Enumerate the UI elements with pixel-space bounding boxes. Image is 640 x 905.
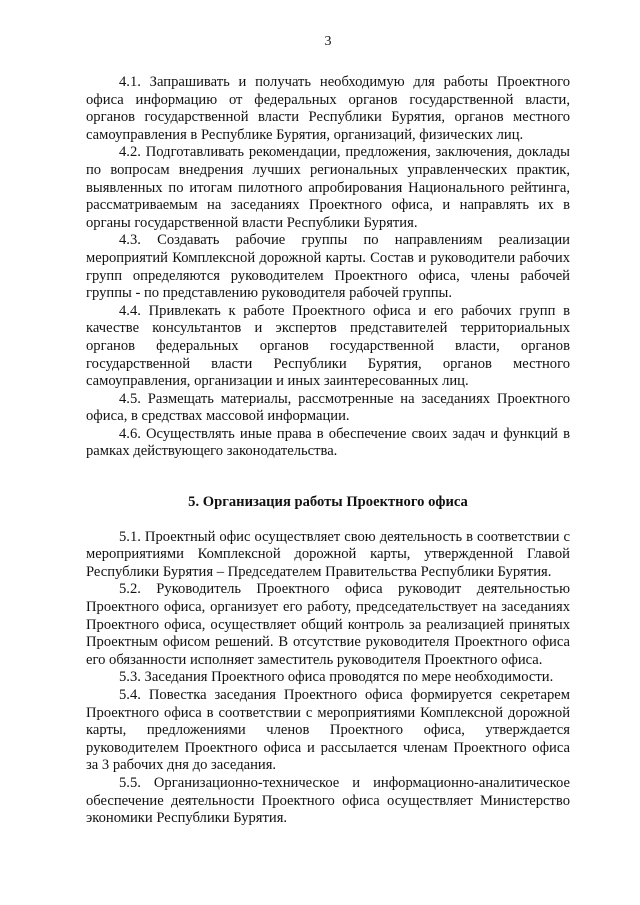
paragraph-5-5: 5.5. Организационно-техническое и информационно-аналитическое обеспечение деятельности Проектного офиса осуществляет Министерство экономики Республики Бурятия. [86,774,570,827]
paragraph-5-1: 5.1. Проектный офис осуществляет свою деятельность в соответствии с мероприятиями Комплексной дорожной карты, утвержденной Главой Республики Бурятия – Председателем Правительства Республики Бурятия. [86,528,570,580]
paragraph-5-2: 5.2. Руководитель Проектного офиса руководит деятельностью Проектного офиса, организует его работу, председательствует на заседаниях Проектного офиса, осуществляет общий контроль за реализацией принятых Проектным офисом решений. В отсутствие руководителя Проектного офиса его обязанности исполняет заместитель руководителя Проектного офиса. [86,581,570,668]
paragraph-5-4: 5.4. Повестка заседания Проектного офиса формируется секретарем Проектного офиса в соответствии с мероприятиями Комплексной дорожной карты, предложениями членов Проектного офиса, утверждается руководителем Проектного офиса и рассылается членам Проектного офиса за 3 рабочих дня до заседания. [86,687,570,774]
paragraph-5-3: 5.3. Заседания Проектного офиса проводятся по мере необходимости. [119,669,554,686]
section-4-body [86,74,570,461]
page-number: 3 [324,34,332,49]
paragraph-4-3: 4.3. Создавать рабочие группы по направлениям реализации мероприятий Комплексной дорожной карты. Состав и руководители рабочих групп определяются руководителем Проектного офиса, члены рабочей группы - по представлению руководителя рабочей группы. [86,232,570,302]
paragraph-4-1: 4.1. Запрашивать и получать необходимую для работы Проектного офиса информацию от федеральных органов государственной власти, органов государственной власти Республики Бурятия, органов местного самоуправления в Республике Бурятия, организаций, физических лиц. [86,74,570,143]
paragraph-4-4: 4.4. Привлекать к работе Проектного офиса и его рабочих групп в качестве консультантов и экспертов представителей территориальных органов федеральных органов государственной власти, органов государственной власти Республики Бурятия, органов местного самоуправления, организации и иных заинтересованных лиц. [86,302,570,390]
paragraph-4-5: 4.5. Размещать материалы, рассмотренные на заседаниях Проектного офиса, в средствах массовой информации. [86,390,570,425]
paragraph-4-6: 4.6. Осуществлять иные права в обеспечение своих задач и функций в рамках действующего законодательства. [86,425,570,460]
section-5-heading: 5. Организация работы Проектного офиса [188,494,468,511]
section-5-body [86,529,570,828]
paragraph-4-2: 4.2. Подготавливать рекомендации, предложения, заключения, доклады по вопросам внедрения лучших региональных управленческих практик, выявленных по итогам пилотного апробирования Национального рейтинга, рассматриваемым на заседаниях Проектного офиса, и направлять их в органы государственной власти Республики Бурятия. [86,144,570,231]
